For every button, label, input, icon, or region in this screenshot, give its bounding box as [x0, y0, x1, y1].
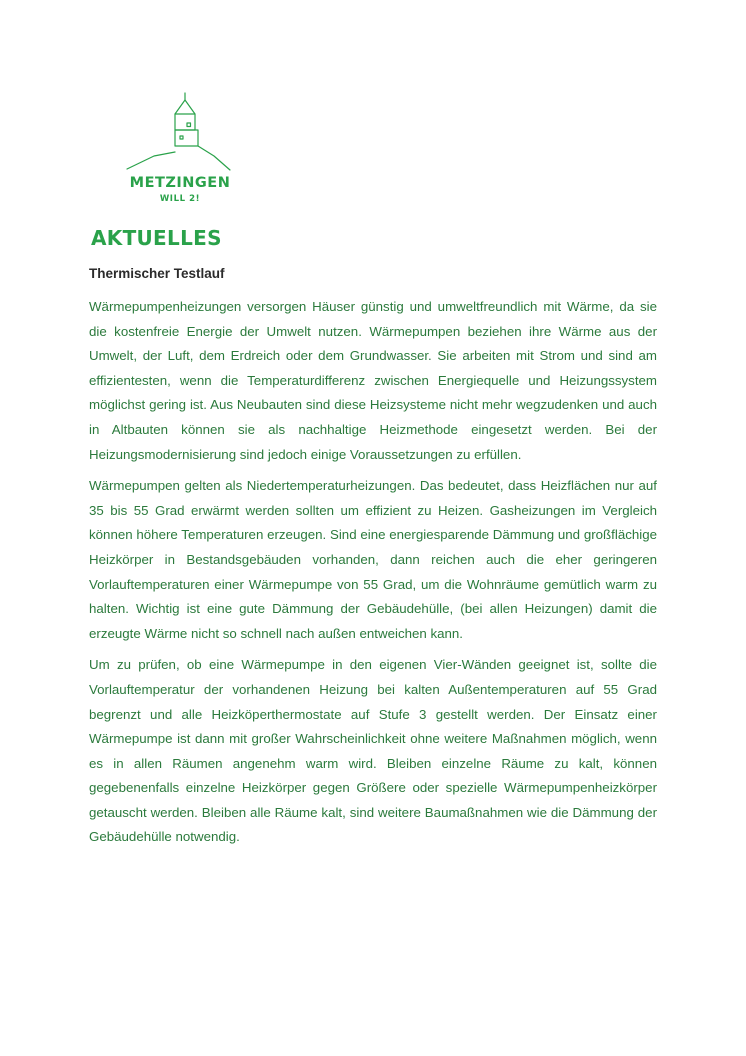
- article-paragraph: Wärmepumpen gelten als Niedertemperaturheizungen. Das bedeutet, dass Heizflächen nur auf 35 bis 55 Grad erwärmt werden sollten um effizient zu Heizen. Gasheizungen im Vergleich können höhere Temperaturen erzeugen. Sind eine energiesparende Dämmung und großflächige Heizkörper in Bestandsgebäuden vorhanden, dann reichen auch die eher geringeren Vorlauftemperaturen einer Wärmepumpe von 55 Grad, um die Wohnräume gemütlich warm zu halten. Wichtig ist eine gute Dämmung der Gebäudehülle, (bei allen Heizungen) damit die erzeugte Wärme nicht so schnell nach außen entweichen kann.: [89, 478, 657, 641]
- logo-name: METZINGEN: [129, 175, 231, 191]
- article-paragraph: Um zu prüfen, ob eine Wärmepumpe in den eigenen Vier-Wänden geeignet ist, sollte die Vorlauftemperatur der vorhandenen Heizung bei kalten Außentemperaturen auf 55 Grad begrenzt und alle Heizköperthermostate auf Stufe 3 gestellt werden. Der Einsatz einer Wärmepumpe ist dann mit großer Wahrscheinlichkeit ohne weitere Maßnahmen möglich, wenn es in allen Räumen angenehm warm wird. Bleiben einzelne Räume zu kalt, können gegebenenfalls einzelne Heizkörper gegen Größere oder spezielle Wärmepumpenheizkörper getauscht werden. Bleiben alle Räume kalt, sind weitere Baumaßnahmen wie die Dämmung der Gebäudehülle notwendig.: [89, 657, 657, 845]
- church-tower-icon: [118, 90, 242, 180]
- logo-slogan: WILL 2!: [159, 194, 201, 204]
- article: [89, 263, 657, 857]
- metzingen-logo: [118, 90, 242, 208]
- article-title: Thermischer Testlauf: [89, 266, 225, 281]
- section-title: AKTUELLES: [91, 226, 222, 250]
- article-paragraph: Wärmepumpenheizungen versorgen Häuser günstig und umweltfreundlich mit Wärme, da sie die kostenfreie Energie der Umwelt nutzen. Wärmepumpen beziehen ihre Wärme aus der Umwelt, der Luft, dem Erdreich oder dem Grundwasser. Sie arbeiten mit Strom und sind am effizientesten, wenn die Temperaturdifferenz zwischen Energiequelle und Heizungssystem möglichst gering ist. Aus Neubauten sind diese Heizsysteme nicht mehr wegzudenken und auch in Altbauten können sie als nachhaltige Heizmethode eingesetzt werden. Bei der Heizungsmodernisierung sind jedoch einige Voraussetzungen zu erfüllen.: [89, 299, 657, 462]
